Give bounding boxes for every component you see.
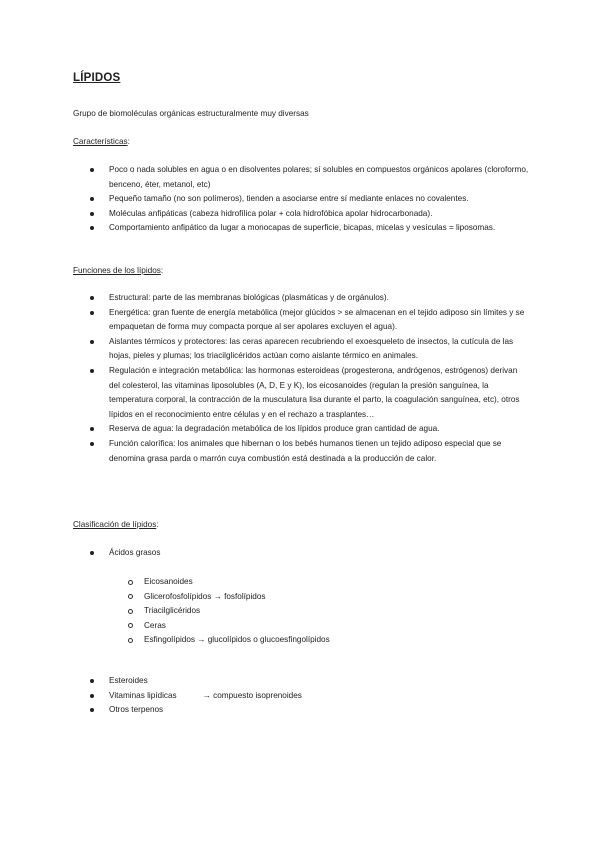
funciones-heading: Funciones de los lípidos [73,266,161,275]
clasificacion-heading-line [73,518,159,533]
bullet-icon [90,369,94,373]
clasificacion-colon: : [156,520,159,529]
circle-bullet-icon [128,580,133,585]
funciones-heading-line [73,264,163,279]
bullet-icon [90,427,94,431]
caracteristicas-list [90,163,530,236]
list-item: Otros terpenos [90,703,530,718]
list-item: Regulación e integración metabólica: las hormonas esteroideas (progesterona, andrógenos, estrógenos) derivan del colesterol, las vitaminas liposolubles (A, D, E y K), los eicosanoides (regulan la presión sanguínea, la temperatura corporal, la contracción de la musculatura lisa durante el parto, la coagulación sanguínea, etc), otros lípidos en el reconocimiento entre células y en el rechazo a trasplantes… [90,364,530,422]
list-item: Eicosanoides [128,575,330,590]
list-item: Estructural: parte de las membranas biológicas (plasmáticas y de orgánulos). [90,291,530,306]
bullet-icon [90,197,94,201]
bullet-icon [90,679,94,683]
bullet-icon [90,311,94,315]
bullet-icon [90,168,94,172]
circle-bullet-icon [128,638,133,643]
circle-bullet-icon [128,594,133,599]
bullet-icon [90,708,94,712]
caracteristicas-colon: : [127,137,130,146]
list-item: Aislantes térmicos y protectores: las ceras aparecen recubriendo el exoesqueleto de insectos, la cutícula de las hojas, pieles y plumas; los triacilglicéridos actúan como aislante térmico en animales. [90,335,530,364]
clasificacion-heading: Clasificación de lípidos [73,520,157,529]
circle-bullet-icon [128,609,133,614]
bullet-icon [90,694,94,698]
list-item: Comportamiento anfipático da lugar a monocapas de superficie, bicapas, micelas y vesículas = liposomas. [90,221,530,236]
clasificacion-more-list [90,674,530,718]
bullet-icon [90,212,94,216]
list-item: Pequeño tamaño (no son polímeros), tienden a asociarse entre sí mediante enlaces no covalentes. [90,192,530,207]
bullet-icon [90,226,94,230]
list-item: Ácidos grasos [90,546,530,561]
list-item: Glicerofosfolípidos → fosfolípidos [128,590,330,605]
caracteristicas-heading: Características [73,137,128,146]
funciones-colon: : [160,266,164,275]
list-item: Esfingolípidos → glucolípidos o glucoesfingolípidos [128,633,330,648]
list-item: Moléculas anfipáticas (cabeza hidrofílica polar + cola hidrofóbica apolar hidrocarbonada). [90,207,530,222]
caracteristicas-heading-line [73,135,130,150]
list-item: Reserva de agua: la degradación metabólica de los lípidos produce gran cantidad de agua. [90,422,530,437]
list-item: Función calorífica: los animales que hibernan o los bebés humanos tienen un tejido adiposo especial que se denomina grasa parda o marrón cuya combustión está destinada a la producción de calor. [90,437,530,466]
bullet-icon [90,442,94,446]
list-item: Poco o nada solubles en agua o en disolventes polares; sí solubles en compuestos orgánicos apolares (cloroformo, benceno, éter, metanol, etc) [90,163,530,192]
list-item: Esteroides [90,674,530,689]
bullet-icon [90,296,94,300]
bullet-icon [90,551,94,555]
page-title: LÍPIDOS [73,72,121,84]
list-item: Ceras [128,619,330,634]
funciones-list [90,291,530,466]
list-item: Vitaminas lipídicas → compuesto isoprenoides [90,689,530,704]
clasificacion-sub-list [128,575,330,648]
clasificacion-top-list [90,546,530,561]
intro-text: Grupo de biomoléculas orgánicas estructuralmente muy diversas [73,109,309,118]
bullet-icon [90,340,94,344]
list-item: Energética: gran fuente de energía metabólica (mejor glúcidos > se almacenan en el tejido adiposo sin límites y se empaquetan de forma muy compacta porque al ser apolares excluyen el agua). [90,306,530,335]
circle-bullet-icon [128,623,133,628]
list-item: Triacilglicéridos [128,604,330,619]
